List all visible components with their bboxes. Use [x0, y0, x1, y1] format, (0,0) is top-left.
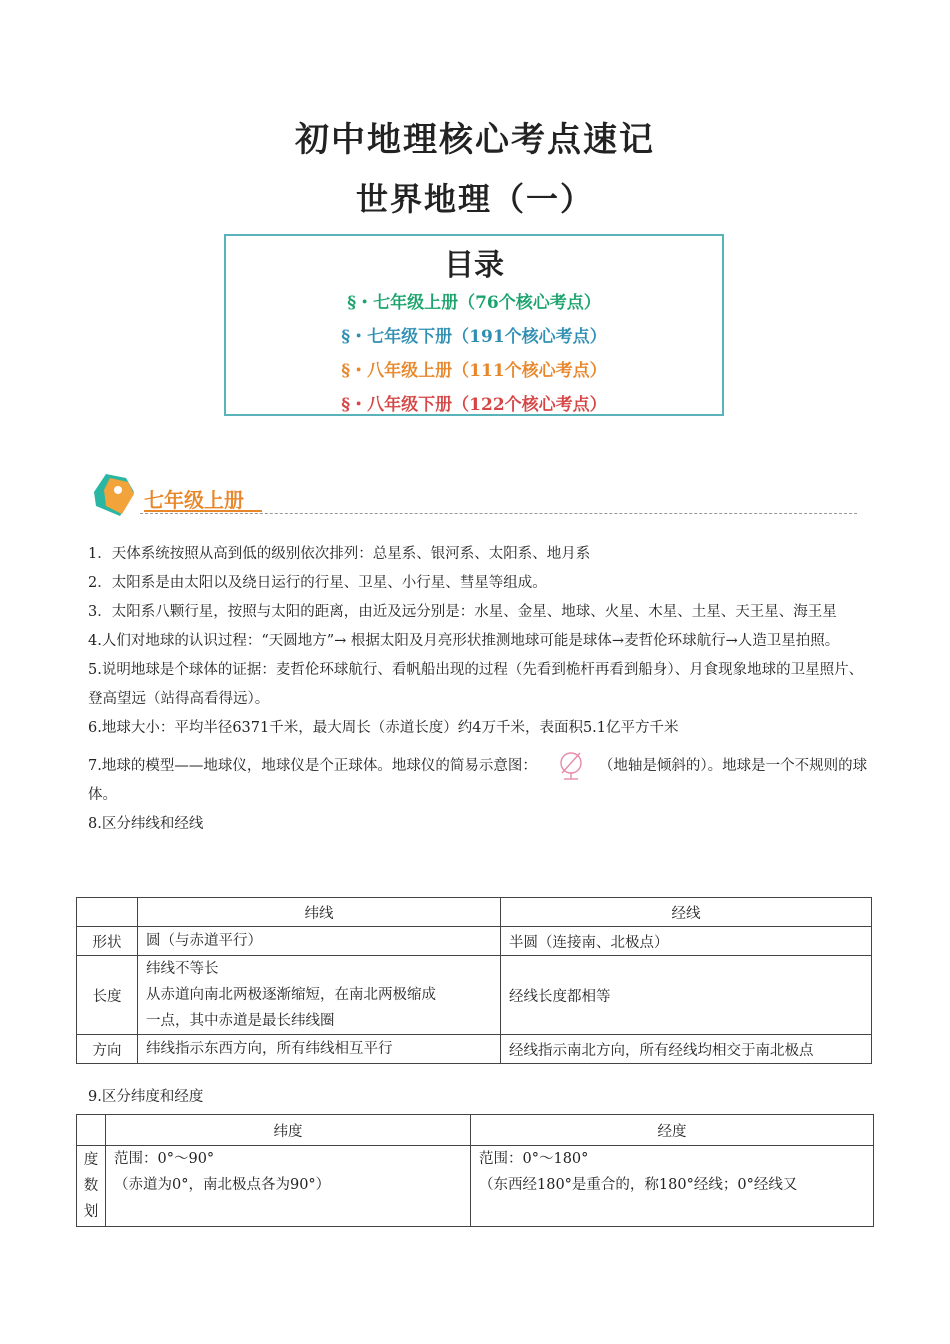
cell-line: 范围：0°～180° — [479, 1151, 589, 1167]
table-of-contents — [224, 234, 724, 416]
table-header-longitude-line: 经线 — [501, 898, 872, 927]
table-header-longitude: 经度 — [471, 1115, 874, 1146]
longitude-line-cell: 半圆（连接南、北极点） — [501, 927, 872, 956]
row-label: 长度 — [77, 956, 138, 1035]
table-header-latitude: 纬度 — [106, 1115, 471, 1146]
point-9: 9.区分纬度和经度 — [88, 1089, 204, 1105]
row-label: 形状 — [77, 927, 138, 956]
section-title: 七年级上册 — [144, 488, 244, 512]
toc-item-2[interactable]: §・七年级下册（191个核心考点） — [341, 327, 607, 347]
table-header-row — [77, 898, 872, 927]
latitude-longitude-lines-table — [76, 897, 872, 1064]
table-header-blank — [77, 898, 138, 927]
section-header — [92, 470, 857, 520]
table-header-row — [77, 1115, 874, 1146]
page-subtitle: 世界地理（一） — [355, 180, 594, 218]
cell-line: 数 — [83, 1178, 99, 1194]
row-label: 方向 — [77, 1035, 138, 1064]
point-7-text-before: 7.地球的模型——地球仪，地球仪是个正球体。地球仪的简易示意图： — [88, 758, 537, 774]
point-2: 2．太阳系是由太阳以及绕日运行的行星、卫星、小行星、彗星等组成。 — [88, 575, 547, 591]
longitude-cell — [471, 1146, 874, 1227]
latitude-cell — [106, 1146, 471, 1227]
table-row — [77, 1035, 872, 1064]
latitude-line-cell — [138, 927, 501, 956]
point-5: 5.说明地球是个球体的证据：麦哲伦环球航行、看帆船出现的过程（先看到桅杆再看到船身）、月食现象地球的卫星照片、登高望远（站得高看得远）。 — [88, 662, 864, 707]
page-title: 初中地理核心考点速记 — [295, 120, 655, 160]
cell-line: （赤道为0°，南北极点各为90°） — [114, 1177, 331, 1193]
cell-line: （东西经180°是重合的，称180°经线；0°经线又 — [479, 1177, 798, 1193]
point-7 — [88, 751, 868, 810]
longitude-line-cell: 经线指示南北方向，所有经线均相交于南北极点 — [501, 1035, 872, 1064]
table-header-blank — [77, 1115, 106, 1146]
main-content — [88, 540, 868, 839]
toc-heading: 目录 — [444, 248, 504, 283]
table-row — [77, 1146, 874, 1227]
point-8: 8.区分纬线和经线 — [88, 816, 204, 832]
latitude-line-cell — [138, 1035, 501, 1064]
toc-item-1[interactable]: §・七年级上册（76个核心考点） — [347, 293, 601, 313]
point-6: 6.地球大小：平均半径6371千米，最大周长（赤道长度）约4万千米，表面积5.1亿平方千米 — [88, 720, 679, 736]
cell-line: 纬线不等长 — [146, 961, 219, 977]
cell-line: 一点，其中赤道是最长纬线圈 — [146, 1013, 335, 1029]
point-1: 1．天体系统按照从高到低的级别依次排列：总星系、银河系、太阳系、地月系 — [88, 546, 591, 562]
point-4: 4.人们对地球的认识过程：“天圆地方”→ 根据太阳及月亮形状推测地球可能是球体→麦哲伦环球航行→人造卫星拍照。 — [88, 633, 840, 649]
table-row — [77, 927, 872, 956]
section-title-underline — [144, 510, 262, 512]
toc-list — [226, 286, 722, 422]
globe-sketch-icon — [557, 751, 585, 781]
cell-line: 度 — [83, 1152, 99, 1168]
latitude-longitude-degrees-table — [76, 1114, 874, 1227]
longitude-line-cell: 经线长度都相等 — [501, 956, 872, 1035]
toc-item-4[interactable]: §・八年级下册（122个核心考点） — [341, 395, 607, 415]
cell-line: 从赤道向南北两极逐渐缩短，在南北两极缩成 — [146, 987, 436, 1003]
latitude-line-cell — [138, 956, 501, 1035]
table-header-latitude-line: 纬线 — [138, 898, 501, 927]
cell-line: 范围：0°～90° — [114, 1151, 215, 1167]
point-7-text-after: （地轴是倾斜的）。地球是一个不规则的球体。 — [88, 758, 868, 803]
table-row — [77, 956, 872, 1035]
cell-line: 圆（与赤道平行） — [146, 933, 262, 949]
row-label — [77, 1146, 106, 1227]
points-list — [88, 540, 868, 743]
cell-line: 划 — [83, 1204, 99, 1220]
tag-icon — [92, 472, 136, 520]
cell-line: 纬线指示东西方向，所有纬线相互平行 — [146, 1041, 393, 1057]
dashed-divider — [140, 513, 857, 514]
point-3: 3．太阳系八颗行星，按照与太阳的距离，由近及远分别是：水星、金星、地球、火星、木星、土星、天王星、海王星 — [88, 604, 837, 620]
toc-item-3[interactable]: §・八年级上册（111个核心考点） — [341, 361, 607, 381]
